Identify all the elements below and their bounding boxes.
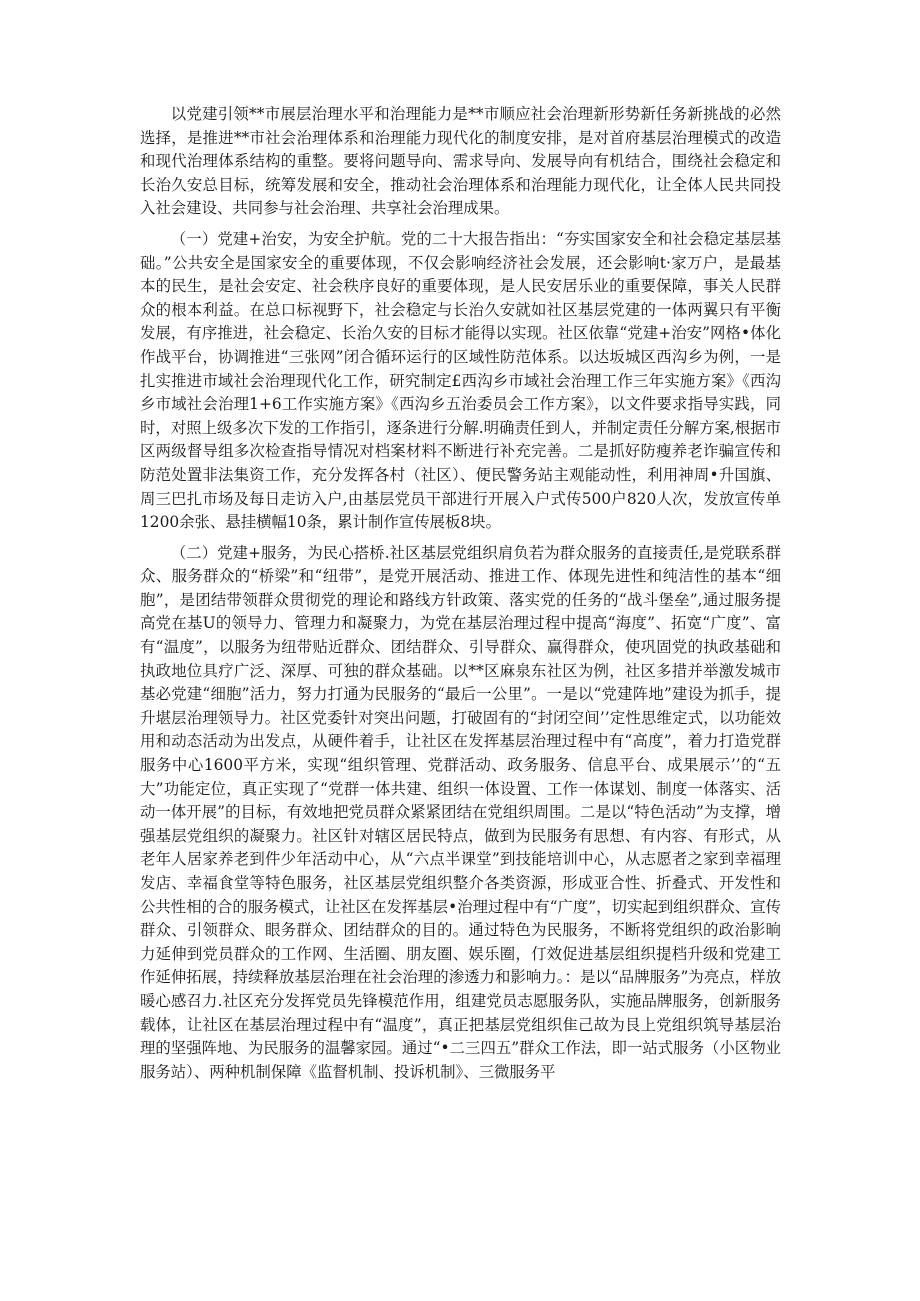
- paragraph-security: （一）党建+治安，为安全护航。党的二十大报告指出：“夯实国家安全和社会稳定基层基础。”公共安全是国家安全的重要体现，不仅会影响经济社会发展，还会影响t·家万户，是最基本的民生，是社会安定、社会秩序良好的重要体现，是人民安居乐业的重要保障，事关人民群众的根本利益。在总口标视野下，社会稳定与长治久安就如社区基层党建的一体两翼只有平衡发展，有序推进，社会稳定、长治久安的目标才能得以实现。社区依靠“党建+治安”网格•体化作战平台，协调推进“三张网”闭合循环运行的区域性防范体系。以达坂城区西沟乡为例，一是扎实推进市域社会治理现代化工作，研究制定£西沟乡市域社会治理工作三年实施方案》《西沟乡市域社会治理1+6工作实施方案》《西沟乡五治委员会工作方案》，以文件要求指导实践，同时，对照上级多次下发的工作指引，逐条进行分解.明确责任到人，并制定责任分解方案,根据市区两级督导组多次检查指导情况对档案材料不断进行补充完善。二是抓好防瘦养老诈骗宣传和防范处置非法集资工作，充分发挥各村（社区）、便民警务站主观能动性，利用神周•升国旗、周三巴扎市场及每日走访入户,由基层党员干部进行开展入户式传500户820人次，发放宣传单1200余张、悬挂横幅10条，累计制作宣传展板8块。: [140, 229, 781, 532]
- document-body: [140, 103, 781, 1084]
- paragraph-intro: 以党建引领**市展层治理水平和治理能力是**市顺应社会治理新形势新任务新挑战的必然选择，是推进**市社会治理体系和治理能力现代化的制度安排，是对首府基层治理模式的改造和现代治理体系结构的重整。要将问题导向、需求导向、发展导向有机结合，围绕社会稳定和长治久安总目标，统筹发展和安全，推动社会治理体系和治理能力现代化，让全体人民共同投入社会建设、共同参与社会治理、共享社会治理成果。: [140, 105, 781, 218]
- paragraph-service: （二）党建+服务，为民心搭桥.社区基层党组织肩负若为群众服务的直接责任,是党联系群众、服务群众的“桥梁”和“纽带”，是党开展活动、推进工作、体现先进性和纯洁性的基本“细胞”，是团结带领群众贯彻党的理论和路线方针政策、落实党的任务的“战斗堡垒”,通过服务提高党在基U的领导力、管理力和凝聚力，为党在基层治理过程中提高“海度”、拓宽“广度”、富有“温度”，以服务为纽带贴近群众、团结群众、引导群众、赢得群众，使巩固党的执政基础和执政地位具疗广泛、深厚、可独的群众基础。以**区麻泉东社区为例，社区多措并举激发城市基必党建“细胞”活力，努力打通为民服务的“最后一公里”。一是以“党建阵地”建设为抓手，提升堪层治理领导力。社区党委针对突出问题，打破固有的“封闭空间’’定性思维定式，以功能效用和动态活动为出发点，从硬件着手，让社区在发挥基层治理过程中有“高度”，着力打造党群服务中心1600平方米，实现“组织管理、党群活动、政务服务、信息平台、成果展示’’的“五大”功能定位，真正实现了“党群一体共建、组织一体设置、工作一体谋划、制度一体落实、活动一体开展”的目标，有效地把党员群众紧紧团结在党组织周围。二是以“特色活动”为支撑，增强基层党组织的凝聚力。社区针对辖区居民特点，做到为民服务有思想、有内容、有形式，从老年人居家养老到件少年活动中心，从“六点半课堂”到技能培训中心，从志愿者之家到幸福理发店、幸福食堂等特色服务，社区基层党组织整介各类资源，形成亚合性、折叠式、开发性和公共性相的合的服务模式，让社区在发挥基层•治理过程中有“广度”，切实起到组织群众、宣传群众、引领群众、眼务群众、团结群众的目的。通过特色为民服务，不断将党组织的政治影晌力延伸到党员群众的工作网、生活圈、朋友圈、娱乐圈，仃效促进基层组织提档升级和党建工作延伸拓展，持续释放基层治理在社会治理的渗透力和影响力。：是以“品牌服务”为亮点，样放暖心感召力.社区充分发挥党员先锋模范作用，组建党员志愿服务队，实施品牌服务，创新服务载体，让社区在基层治理过程中有“温度”，真正把基层党组织隹己故为艮上党组织筑导基层治理的坚强阵地、为民服务的温馨家园。通过“•二三四五”群众工作法，即一站式服务（小区物业服务站）、两种机制保障《监督机制、投诉机制》、三微服务平: [140, 543, 781, 1081]
